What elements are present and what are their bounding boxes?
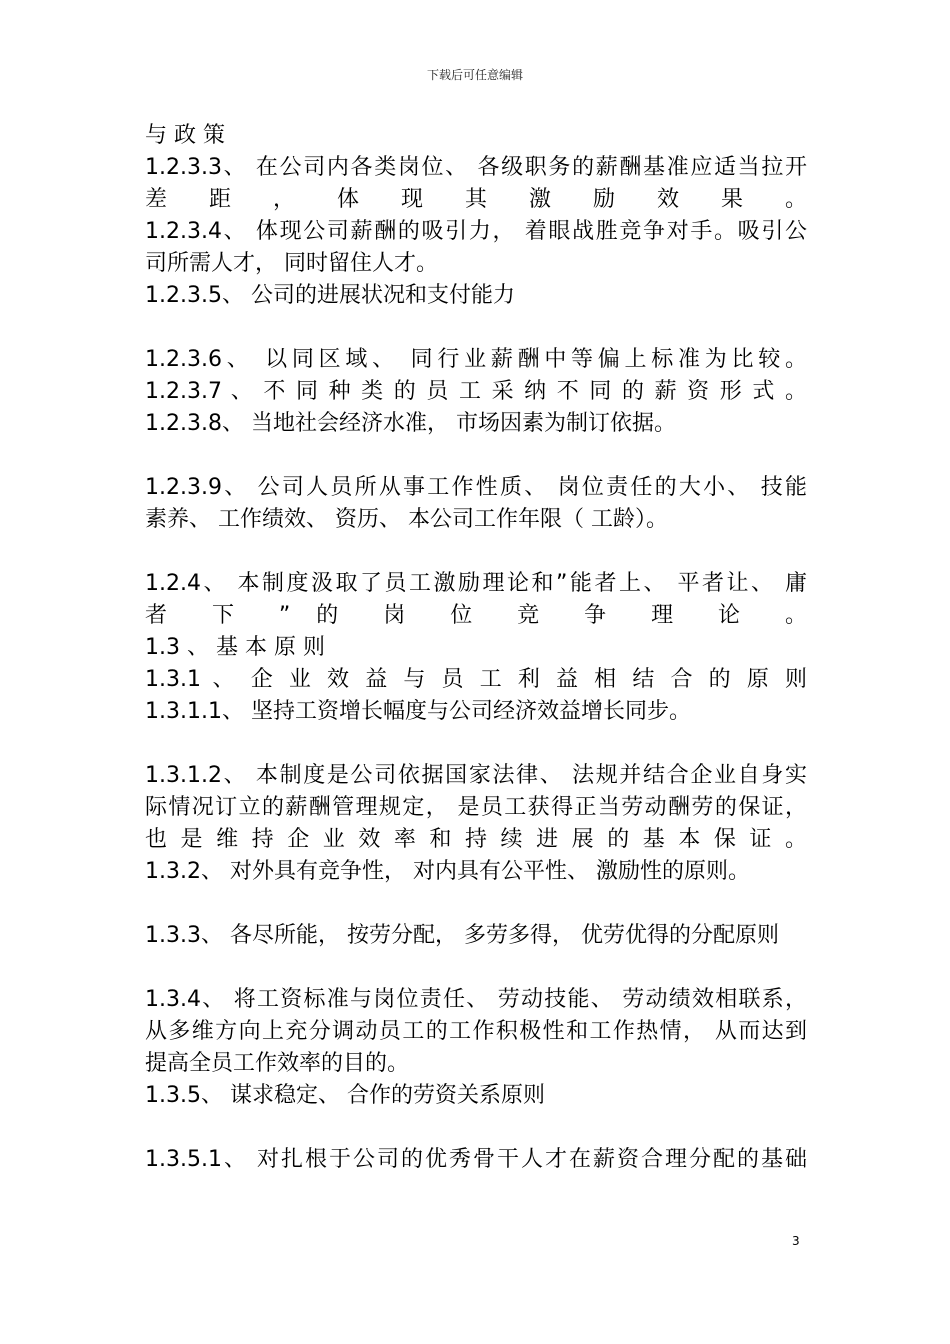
- text-line: 者 下 ” 的 岗 位 竞 争 理 论 。: [145, 603, 807, 628]
- paragraph-gap: [145, 888, 807, 920]
- paragraph-gap: [145, 536, 807, 568]
- text-line: 际情况订立的薪酬管理规定， 是员工获得正当劳动酬劳的保证，: [145, 795, 807, 820]
- text-line: 与 政 策: [145, 123, 225, 148]
- text-line: 1.2.3.8、 当地社会经济水准， 市场因素为制订依据。: [145, 411, 676, 436]
- text-line: 1.3.3、 各尽所能， 按劳分配， 多劳多得， 优劳优得的分配原则: [145, 923, 779, 948]
- paragraph-gap: [145, 952, 807, 984]
- text-line: 1.2.3.6、 以同区域、 同行业薪酬中等偏上标准为比较。: [145, 347, 807, 372]
- text-line: 1.2.4、 本制度汲取了员工激励理论和”能者上、 平者让、 庸: [145, 571, 807, 596]
- text-line: 也 是 维 持 企 业 效 率 和 持 续 进 展 的 基 本 保 证 。: [145, 827, 807, 852]
- document-body: [145, 120, 807, 1176]
- paragraph-gap: [145, 728, 807, 760]
- text-line: 1.2.3.4、 体现公司薪酬的吸引力， 着眼战胜竞争对手。吸引公: [145, 219, 807, 244]
- text-line: 1.2.3.7 、 不 同 种 类 的 员 工 采 纳 不 同 的 薪 资 形 式 。: [145, 379, 807, 404]
- text-line: 1.3.1 、 企 业 效 益 与 员 工 利 益 相 结 合 的 原 则: [145, 667, 807, 692]
- text-line: 1.2.3.3、 在公司内各类岗位、 各级职务的薪酬基准应适当拉开: [145, 155, 807, 180]
- paragraph-gap: [145, 440, 807, 472]
- text-line: 1.3.2、 对外具有竞争性， 对内具有公平性、 激励性的原则。: [145, 859, 750, 884]
- text-line: 1.3.4、 将工资标准与岗位责任、 劳动技能、 劳动绩效相联系，: [145, 987, 807, 1012]
- text-line: 差 距 ， 体 现 其 激 励 效 果 。: [145, 187, 807, 212]
- text-line: 提高全员工作效率的目的。: [145, 1051, 410, 1076]
- text-line: 1.3.5.1、 对扎根于公司的优秀骨干人才在薪资合理分配的基础: [145, 1147, 807, 1172]
- text-line: 司所需人才， 同时留住人才。: [145, 251, 438, 276]
- paragraph-gap: [145, 1112, 807, 1144]
- text-line: 1.3 、 基 本 原 则: [145, 635, 325, 660]
- text-line: 1.2.3.9、 公司人员所从事工作性质、 岗位责任的大小、 技能: [145, 475, 807, 500]
- page-number: 3: [792, 1234, 800, 1248]
- text-line: 1.3.1.1、 坚持工资增长幅度与公司经济效益增长同步。: [145, 699, 691, 724]
- text-line: 1.3.1.2、 本制度是公司依据国家法律、 法规并结合企业自身实: [145, 763, 807, 788]
- text-line: 1.3.5、 谋求稳定、 合作的劳资关系原则: [145, 1083, 545, 1108]
- paragraph-gap: [145, 312, 807, 344]
- page-header: 下载后可任意编辑: [426, 68, 523, 82]
- text-line: 从多维方向上充分调动员工的工作积极性和工作热情， 从而达到: [145, 1019, 807, 1044]
- text-line: 1.2.3.5、 公司的进展状况和支付能力: [145, 283, 515, 308]
- text-line: 素养、 工作绩效、 资历、 本公司工作年限（ 工龄）。: [145, 507, 668, 532]
